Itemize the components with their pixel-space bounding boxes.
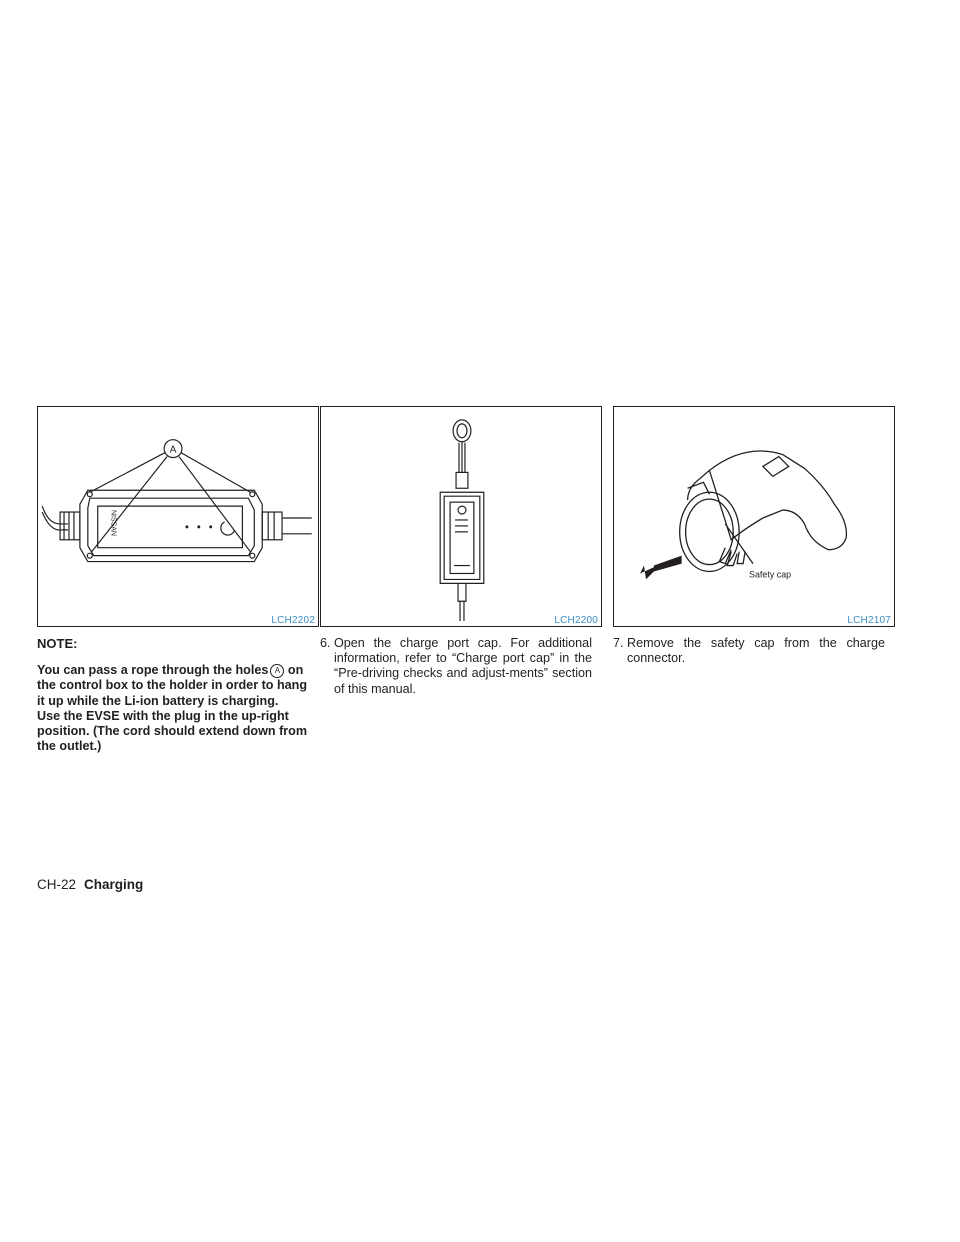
safety-cap-label: Safety cap (749, 569, 792, 580)
note-body (37, 663, 309, 754)
step-number: 6. (320, 636, 331, 650)
figure-code: LCH2200 (554, 615, 598, 626)
note-paragraph-2: Use the EVSE with the plug in the up-right position. (The cord should extend down from the outlet.) (37, 708, 308, 754)
step-item (613, 636, 885, 666)
step-text: Remove the safety cap from the charge connector. (627, 636, 885, 666)
section-title: Charging (84, 877, 144, 892)
control-box-illustration (38, 407, 318, 626)
page-footer (37, 877, 143, 892)
step-column-6 (320, 634, 592, 697)
page-number: CH-22 (37, 877, 77, 892)
figure-callout-letter: A (169, 444, 177, 456)
step-column-7 (613, 634, 885, 666)
figure-control-box (37, 406, 319, 627)
step-text: Open the charge port cap. For additional information, refer to “Charge port cap” in the “Pre-driving checks and adjust-ments” section of this manual. (334, 636, 592, 696)
note-heading: NOTE: (37, 636, 78, 651)
figure-code: LCH2107 (847, 615, 891, 626)
brand-text: NISSAN (109, 510, 117, 536)
charge-connector-illustration (614, 407, 894, 626)
evse-illustration (321, 407, 601, 626)
figure-charge-connector (613, 406, 895, 627)
figure-evse-hanging (320, 406, 602, 627)
step-number: 7. (613, 636, 624, 650)
step-item (320, 636, 592, 697)
figure-code: LCH2202 (271, 615, 315, 626)
note-text-post: on the control box to the holder in order to hang it up while the Li-ion battery is charging. (37, 663, 308, 708)
note-text-pre: You can pass a rope through the holes (37, 663, 269, 678)
note-column (37, 634, 309, 754)
callout-a-marker: A (270, 664, 284, 678)
note-paragraph-1 (37, 663, 309, 709)
